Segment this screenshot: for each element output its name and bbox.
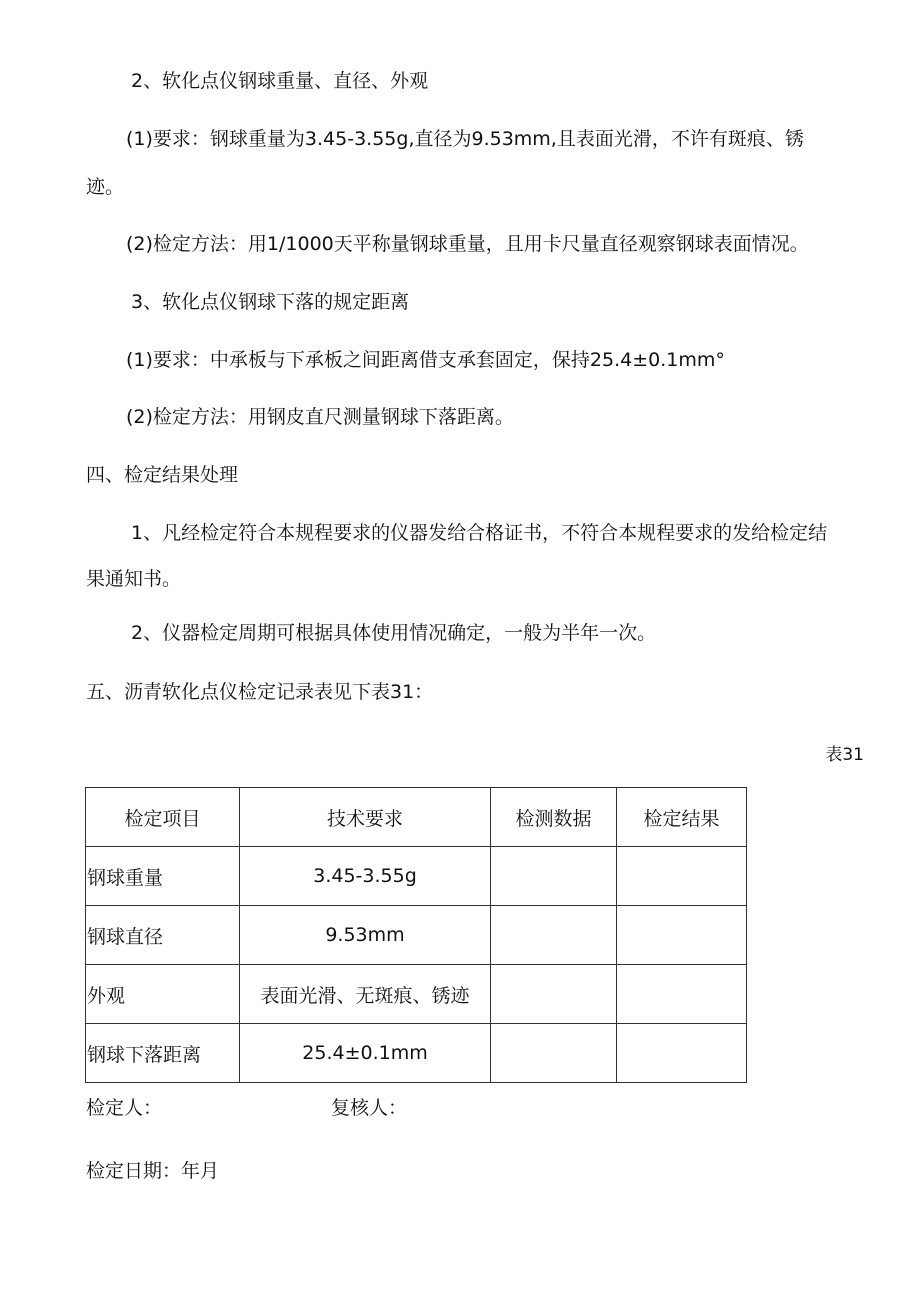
row-requirement: 表面光滑、无斑痕、锈迹 — [240, 965, 491, 1024]
result-paragraph-1-line-1: 1、凡经检定符合本规程要求的仪器发给合格证书，不符合本规程要求的发给检定结 — [131, 522, 828, 544]
header-item: 检定项目 — [86, 788, 240, 847]
table-row — [86, 906, 747, 965]
row-item: 钢球重量 — [86, 847, 240, 906]
method-paragraph-2: (2)检定方法：用钢皮直尺测量钢球下落距离。 — [126, 406, 514, 428]
inspector-label: 检定人： — [86, 1097, 163, 1119]
requirement-paragraph-2: (1)要求：中承板与下承板之间距离借支承套固定，保持25.4±0.1mm° — [126, 349, 725, 371]
table-row — [86, 965, 747, 1024]
header-requirement: 技术要求 — [240, 788, 491, 847]
row-result — [617, 965, 747, 1024]
row-item: 钢球下落距离 — [86, 1024, 240, 1083]
record-table — [85, 787, 747, 1083]
row-data — [491, 965, 617, 1024]
row-item: 钢球直径 — [86, 906, 240, 965]
row-result — [617, 906, 747, 965]
table-caption: 表31 — [825, 745, 864, 765]
row-data — [491, 847, 617, 906]
result-paragraph-1-line-2: 果通知书。 — [86, 568, 182, 590]
row-requirement: 9.53mm — [240, 906, 491, 965]
table-header-row — [86, 788, 747, 847]
chapter-heading-5: 五、沥青软化点仪检定记录表见下表31： — [86, 681, 434, 703]
header-data: 检测数据 — [491, 788, 617, 847]
reviewer-label: 复核人： — [331, 1097, 408, 1119]
section-heading-3: 3、软化点仪钢球下落的规定距离 — [131, 291, 410, 313]
requirement-paragraph-line-1: (1)要求：钢球重量为3.45-3.55g,直径为9.53mm,且表面光滑，不许有斑痕、锈 — [126, 128, 804, 150]
row-requirement: 3.45-3.55g — [240, 847, 491, 906]
table-row — [86, 1024, 747, 1083]
row-result — [617, 1024, 747, 1083]
row-data — [491, 906, 617, 965]
header-result: 检定结果 — [617, 788, 747, 847]
section-heading-2: 2、软化点仪钢球重量、直径、外观 — [131, 70, 429, 92]
row-result — [617, 847, 747, 906]
row-requirement: 25.4±0.1mm — [240, 1024, 491, 1083]
row-data — [491, 1024, 617, 1083]
table-row — [86, 847, 747, 906]
inspection-date-label: 检定日期：年月 — [86, 1160, 220, 1182]
row-item: 外观 — [86, 965, 240, 1024]
chapter-heading-4: 四、检定结果处理 — [86, 464, 239, 486]
result-paragraph-2: 2、仪器检定周期可根据具体使用情况确定，一般为半年一次。 — [131, 622, 657, 644]
method-paragraph-1: (2)检定方法：用1/1000天平称量钢球重量，且用卡尺量直径观察钢球表面情况。 — [126, 233, 809, 255]
requirement-paragraph-line-2: 迹。 — [86, 176, 125, 198]
